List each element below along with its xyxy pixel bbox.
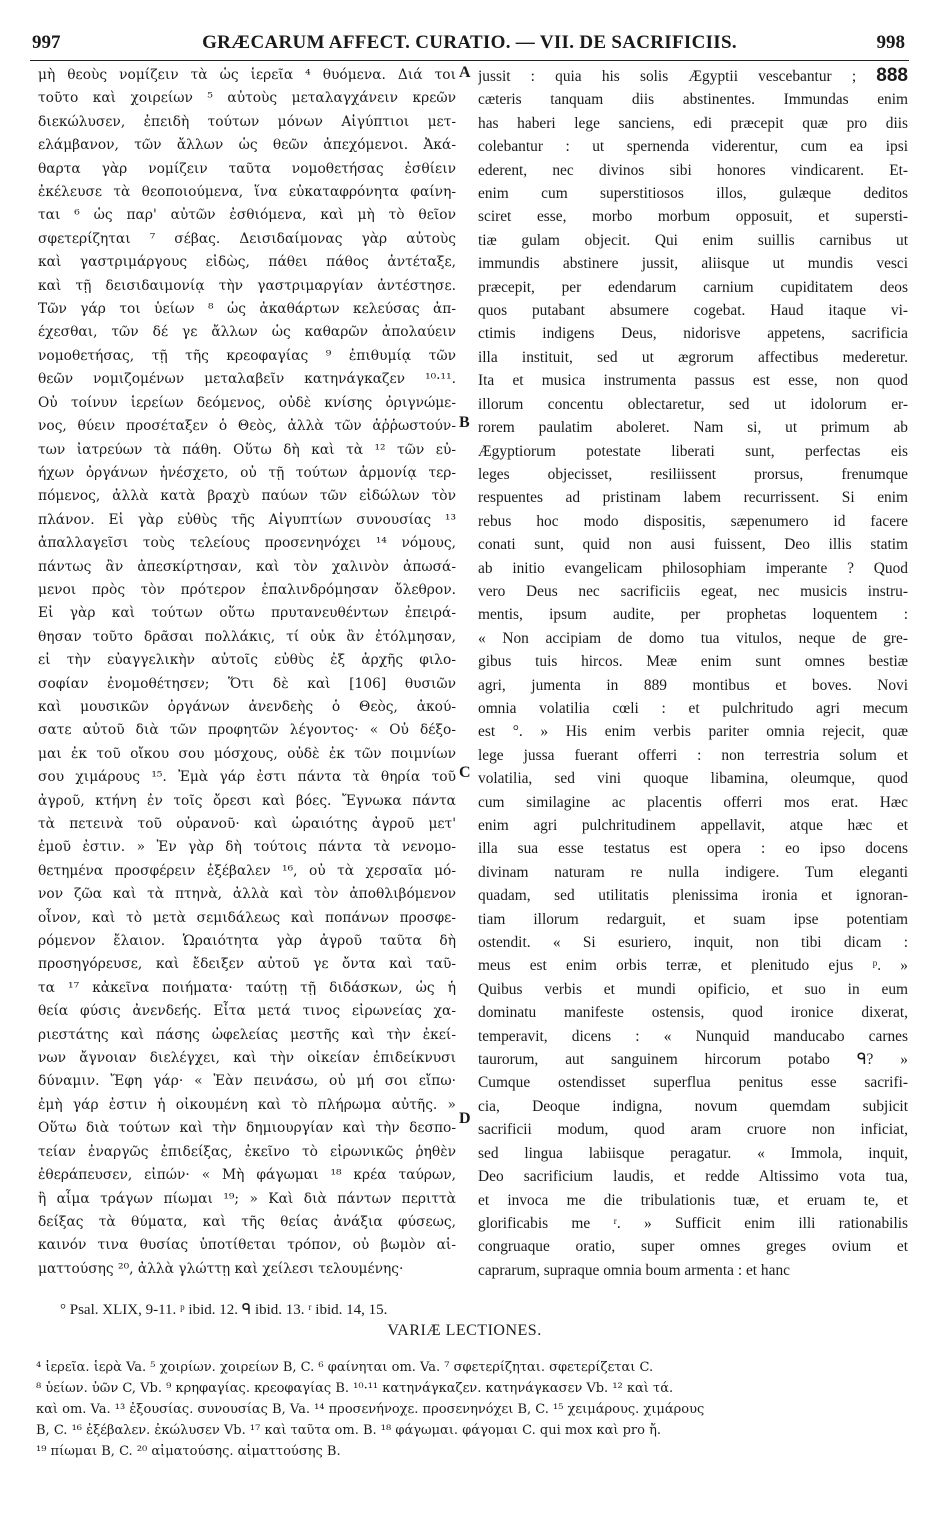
latin-text-line: « Non accipiam de domo tua vitulos, neque de gre- (478, 629, 908, 647)
greek-text-line: δύναμιν. Ἔφη γάρ· « Ἐὰν πεινάσω, οὐ μή σοι εἴπω· (38, 1073, 456, 1090)
greek-text-line: σου χιμάρους ¹⁵. Ἐμὰ γάρ ἐστι πάντα τὰ θηρία τοῦ (38, 769, 456, 786)
greek-text-line: καὶ τῇ δεισιδαιμονίᾳ τὴν γαστριμαργίαν ἀντέστησε. (38, 277, 456, 294)
latin-text-line: cia, Deoque indigna, novum quemdam subjicit (478, 1097, 908, 1115)
greek-text-line: οἶνον, καὶ τὸ μετὰ σεμιδάλεως καὶ ποπάνων προσφε- (38, 909, 456, 926)
column-number-888: 888 (876, 65, 908, 86)
greek-text-line: νων ἄγνοιαν διελέγχει, καὶ τὴν οἰκείαν ἐπιδείκνυσι (38, 1050, 456, 1067)
greek-text-line: πάντως ἂν ἀπεσκίρτησαν, καὶ τὸν χαλινὸν ἀπωσά- (38, 558, 456, 575)
latin-text-line: tiæ gulam objecit. Qui enim suillis carnibus ut (478, 231, 908, 249)
latin-text-line: caprarum, supraque omnia boum armenta : et hanc (478, 1261, 790, 1279)
latin-text-line: volatilia, sed vini quoque libamina, oleumque, quod (478, 770, 908, 788)
greek-text-line: Τῶν γάρ τοι ὑείων ⁸ ὡς ἀκαθάρτων κελεύσας ἀπ- (38, 301, 456, 318)
greek-text-line: ρόμενον ἔλαιον. Ὡραιότητα γὰρ ἀγροῦ ταῦτα δὴ (38, 933, 456, 950)
greek-text-line: ἐμοῦ ἐστιν. » Ἐν γὰρ δὴ τούτοις πάντα τὰ νενομο- (38, 839, 456, 856)
latin-text-line: temperavit, dicens : « Nunquid manducabo carnes (478, 1027, 908, 1045)
greek-text-line: ματτούσης ²⁰, ἀλλὰ γλώττῃ καὶ χείλεσι τελουμένης· (38, 1260, 404, 1277)
greek-text-line: πόμενος, ἀλλὰ κατὰ βραχὺ παύων τῶν εἰδώλων τὸν (38, 488, 456, 505)
latin-text-line: quos putabant absumere cogebat. Haud itaque vi- (478, 302, 908, 320)
latin-text-line: illa instituit, sed ut ægrorum affectibus mederetur. (478, 348, 908, 366)
latin-text-line: congruaque oratio, super omnes greges ovium et (478, 1238, 908, 1256)
greek-text-line: Οὕτω διὰ τούτων καὶ τὴν δημιουργίαν καὶ τὴν δεσπο- (38, 1120, 456, 1137)
latin-text-line: est °. » His enim verbis pariter omnia rejecit, quæ (478, 723, 908, 741)
greek-text-line: ἀπαλλαγεῖσι τοὺς τελείους προσενηνόχει ¹⁴ νόμους, (38, 535, 456, 552)
latin-text-line: illorum concentu oblectaretur, sed ut idolorum er- (478, 395, 908, 413)
greek-text-line: Οὐ τοίνυν ἱερείων δεόμενος, οὐδὲ κνίσης ὀριγνώμε- (38, 394, 456, 411)
greek-text-line: σατε αὐτοῦ διὰ τῶν προφητῶν λέγοντος· « Οὐ δέξο- (38, 722, 456, 739)
latin-text-column (478, 64, 908, 1282)
latin-text-line: ostendit. « Si esuriero, inquit, non tibi dicam : (478, 934, 908, 952)
greek-text-line: καὶ γαστριμάργους εἰδὼς, πάθει πάθος ἀντέταξε, (38, 254, 456, 271)
latin-text-line: lege jussa fuerant offerri : non terrestria solum et (478, 746, 908, 764)
greek-text-line: θεία φύσις ἀνενδεής. Εἶτα μετά τινος εἰρωνείας χα- (38, 1003, 456, 1020)
greek-text-line: νομοθετήσας, τῇ τῆς κρεοφαγίας ⁹ ἐπιθυμίᾳ τῶν (38, 347, 456, 364)
latin-text-line: leges objecisset, resiliissent prorsus, frenumque (478, 465, 908, 483)
latin-text-line: illa sua esse testatus est opera : eo ipso docens (478, 840, 908, 858)
variant-readings (36, 1357, 896, 1462)
latin-text-line: cum similagine ac placentis offerri mos erat. Hæc (478, 793, 908, 811)
greek-text-line: θαρτα γὰρ νομίζειν ταῦτα νομοθετήσας ἐσθίειν (38, 160, 456, 177)
latin-text-line: tiam illorum redarguit, et suam ipse potentiam (478, 910, 908, 928)
latin-text-line: meus est enim orbis terræ, et plenitudo ejus ᵖ. » (478, 957, 908, 975)
greek-text-line: διεκώλυσεν, ἐπειδὴ τούτων μόνων Αἰγύπτιοι μετ- (38, 113, 456, 130)
greek-text-line: μὴ θεοὺς νομίζειν τὰ ὡς ἱερεῖα ⁴ θυόμενα. Διά τοι (38, 67, 456, 83)
greek-text-line: καὶ μουσικῶν ὀργάνων ἀνενδεὴς ὁ Θεὸς, ἀκού- (38, 698, 456, 715)
latin-text-line: ab initio evangelicam philosophiam imperante ? Quod (478, 559, 908, 577)
latin-text-line: dominatu manifeste ostensis, quod ironice dixerat, (478, 1004, 908, 1022)
latin-text-line: sacrificii modum, quod aram cruore non inficiat, (478, 1121, 908, 1139)
latin-text-line: præcepit, per edendarum carnium cupiditatem deos (478, 278, 908, 296)
greek-text-line: σοφίαν ἐνομοθέτησεν; Ὅτι δὲ καὶ [106] θυσιῶν (38, 675, 456, 692)
greek-text-line: ελάμβανον, τῶν ἄλλων ὡς θεῶν ἀπεχόμενοι. Ἀκά- (38, 137, 456, 154)
variant-reading-line: B, C. ¹⁶ ἐξέβαλεν. ἐκώλυσεν Vb. ¹⁷ καὶ ταῦτα om. B. ¹⁸ φάγωμαι. φάγομαι C. qui mox καὶ pro ἤ. (36, 1423, 662, 1438)
variant-reading-line: ¹⁹ πίωμαι B, C. ²⁰ αἱματούσης. αἱματτούσης B. (36, 1444, 341, 1459)
greek-text-line: μενοι πρὸς τὸν πρότερον ἐπαλινδρόμησαν ὄλεθρον. (38, 581, 456, 598)
running-title: GRÆCARUM AFFECT. CURATIO. — VII. DE SACRIFICIIS. (202, 32, 737, 53)
latin-text-line: taurorum, aut sanguinem hircorum potabo ᑫ? » (478, 1051, 908, 1069)
variant-reading-line: ⁸ ὑείων. ὑῶν C, Vb. ⁹ κρηφαγίας. κρεοφαγίας B. ¹⁰·¹¹ κατηνάγκαζεν. κατηνάγκασεν Vb. ¹² καὶ τά. (36, 1381, 674, 1396)
greek-text-line: τα ¹⁷ κἀκεῖνα ποιήματα· ταύτῃ τῇ διδάσκων, ὡς ἡ (38, 979, 456, 996)
greek-text-line: καινόν τινα θυσίας ὑποτίθεται τρόπον, οὐ βωμὸν αἱ- (38, 1237, 456, 1254)
margin-marker-a: A (459, 64, 471, 81)
greek-text-column (38, 64, 456, 1281)
greek-text-line: τείαν ἐναργῶς ἐπιδείξας, ἐκεῖνο τὸ εἰρωνικῶς ῥηθὲν (38, 1143, 456, 1160)
latin-text-line: cæteris tanquam diis abstinentes. Immundas enim (478, 91, 908, 109)
latin-text-line: jussit : quia his solis Ægyptii vescebantur ; 888 (478, 65, 908, 86)
greek-text-line: έχεσθαι, τῶν δέ γε ἄλλων ὡς καθαρῶν ἀπολαύειν (38, 324, 456, 341)
greek-text-line: θετημένα προσφέρειν ἐξέβαλεν ¹⁶, οὐ τὰ χερσαῖα μό- (38, 862, 456, 879)
variant-reading-line: καὶ om. Va. ¹³ ἐξουσίας. συνουσίας B, Va. ¹⁴ προσενήνοχε. προσενηνόχει B, C. ¹⁵ χειμάρους. χιμάρους (36, 1402, 705, 1417)
latin-text-line: sed lingua labiisque peragatur. « Immola, inquit, (478, 1144, 908, 1162)
page-header (30, 30, 909, 61)
greek-text-line: θεῶν νομιζομένων μεταλαβεῖν κατηνάγκαζεν ¹⁰·¹¹. (38, 371, 456, 388)
latin-text-line: gibus tuis hircos. Meæ enim sunt omnes bestiæ (478, 653, 908, 671)
greek-text-line: Εἰ γὰρ καὶ τούτων οὕτω πρυτανευθέντων ἐπειρά- (38, 605, 456, 622)
latin-text-line: enim agri pulchritudinem appellavit, atque hæc et (478, 817, 908, 834)
latin-text-line: ederent, nec divinos sibi honores vindicarent. Et- (478, 161, 908, 179)
latin-text-line: omnia volatilia cœli : et pulchritudo agri mecum (478, 699, 908, 717)
variant-reading-line: ⁴ ἱερεῖα. ἱερὰ Va. ⁵ χοιρίων. χοιρείων B, C. ⁶ φαίνηται om. Va. ⁷ σφετερίζηται. σφετερίζεται C. (36, 1360, 654, 1375)
latin-text-line: has haberi lege sanciens, edi præcepit quæ pro diis (478, 114, 908, 132)
greek-text-line: ἢ αἷμα τράγων πίωμαι ¹⁹; » Καὶ διὰ πάντων περιττὰ (38, 1190, 456, 1207)
latin-text-line: glorificabis me ʳ. » Sufficit enim illi rationabilis (478, 1214, 908, 1232)
greek-text-line: νον ζῶα καὶ τὰ πτηνὰ, ἀλλὰ καὶ τὸν ἀποθλιβόμενον (38, 886, 456, 903)
greek-text-line: των ἰατρεύων τὰ πάθη. Οὕτω δὴ καὶ τὰ ¹² τῶν εὐ- (38, 441, 456, 458)
latin-text-line: Ita et musica instrumenta passus est esse, non quod (478, 372, 908, 390)
margin-marker-d: D (459, 1110, 471, 1127)
latin-text-line: enim cum superstitiosos illos, gulæque deditos (478, 185, 908, 203)
latin-text-line: Deo sacrificium laudis, et redde Altissimo vota tua, (478, 1168, 908, 1186)
latin-text-line: agri, jumenta in 889 montibus et boves. Novi (478, 676, 908, 694)
greek-text-line: ται ⁶ ὡς παρ' αὐτῶν ἐσθιόμενα, καὶ μὴ τὸ θεῖον (38, 207, 456, 224)
latin-text-line: divinam naturam re nulla indigere. Tum eleganti (478, 863, 908, 881)
latin-text-line: immundis abstinere jussit, aliisque ut mundis vesci (478, 255, 908, 273)
greek-text-line: σφετερίζηται ⁷ σέβας. Δεισιδαίμονας γὰρ αὐτοὺς (38, 230, 456, 247)
latin-text-line: et invoca me die tribulationis tuæ, et eruam te, et (478, 1191, 908, 1209)
latin-text-line: Cumque ostendisset superflua penitus esse sacrifi- (478, 1074, 908, 1092)
greek-text-line: ἐκέλευσε τὰ θεοποιούμενα, ἵνα εὐκαταφρόνητα φαίνη- (38, 184, 456, 201)
greek-text-line: εἰ τὴν εὐαγγελικὴν αὐτοῖς εὐθὺς ἐξ ἀρχῆς φιλο- (38, 652, 456, 669)
latin-text-line: ctimis indigens Deus, nidorisve appetens, sacrificia (478, 325, 908, 343)
margin-marker-b: B (459, 414, 470, 431)
greek-text-line: ἀγροῦ, κτήνη ἐν τοῖς ὄρεσι καὶ βόες. Ἔγνωκα πάντα (38, 792, 456, 809)
latin-text-line: Ægyptiorum potestate liberati sunt, perfectas eis (478, 442, 908, 460)
greek-text-line: τὰ πετεινὰ τοῦ οὐρανοῦ· καὶ ὡραιότης ἀγροῦ μετ' (38, 816, 456, 832)
margin-marker-c: C (459, 764, 471, 781)
latin-text-line: colebantur : ut spernenda viderentur, cum ea ipsi (478, 138, 908, 156)
page-number-right: 998 (876, 32, 905, 53)
scripture-footnotes: ° Psal. XLIX, 9-11. ᵖ ibid. 12. ᑫ ibid. 13. ʳ ibid. 14, 15. (60, 1302, 388, 1318)
greek-text-line: ριεστάτης καὶ πάσης ὠφελείας μεστῆς καὶ τὴν ἐκεί- (38, 1026, 456, 1043)
latin-text-line: respuentes ad pristinam labem recurrissent. Si enim (478, 489, 908, 507)
variae-lectiones-heading: VARIÆ LECTIONES. (387, 1322, 542, 1339)
greek-text-line: πλάνον. Εἰ γὰρ εὐθὺς τῆς Αἰγυπτίων συνουσίας ¹³ (38, 511, 456, 528)
latin-text-line: rorem paulatim aboleret. Nam si, ut primum ab (478, 419, 908, 437)
greek-text-line: προσηγόρευσε, καὶ ἔδειξεν αὐτοῦ γε ὄντα καὶ ταῦ- (38, 956, 456, 973)
greek-text-line: ἐθεράπευσεν, εἰπών· « Μὴ φάγωμαι ¹⁸ κρέα ταύρων, (38, 1167, 456, 1184)
latin-text-line: Quibus verbis et mundi opificio, et suo in eum (478, 980, 908, 998)
greek-text-line: νος, θύειν προσέταξεν ὁ Θεὸς, ἀλλὰ τῶν ἀῤῥωστούν- (38, 418, 456, 435)
greek-text-line: θησαν τοῦτο δρᾶσαι πολλάκις, τί οὐκ ἂν ἐτόλμησαν, (38, 628, 456, 645)
latin-text-line: sciret esse, morbo morbum opposuit, et supersti- (478, 208, 908, 226)
latin-text-line: vero Deus nec sacrificiis egeat, nec musicis instru- (478, 582, 908, 600)
greek-text-line: ήχων ὀργάνων ἠνέσχετο, οὐ τῇ τούτων ἁρμονίᾳ τερ- (38, 464, 456, 481)
latin-text-line: quadam, sed utilitatis plenissima ironia et ignoran- (478, 887, 908, 905)
latin-text-line: conati sunt, quid non ausi fuissent, Deo illis statim (478, 536, 908, 554)
greek-text-line: ἐμὴ γάρ ἐστιν ἡ οἰκουμένη καὶ τὸ πλήρωμα αὐτῆς. » (38, 1096, 456, 1113)
page-number-left: 997 (32, 32, 61, 53)
latin-text-line: mentis, ipsum audite, per prophetas loquentem : (478, 606, 908, 624)
greek-text-line: μαι ἐκ τοῦ οἴκου σου μόσχους, οὐδὲ ἐκ τῶν ποιμνίων (38, 745, 456, 762)
greek-text-line: δείξας τὰ θύματα, καὶ τῆς θείας ἀνάξια φύσεως, (38, 1213, 456, 1230)
latin-text-line: rebus hoc modo dispositis, sæpenumero id facere (478, 512, 908, 530)
greek-text-line: τοῦτο καὶ χοιρείων ⁵ αὐτοὺς μεταλαγχάνειν κρεῶν (38, 90, 456, 107)
